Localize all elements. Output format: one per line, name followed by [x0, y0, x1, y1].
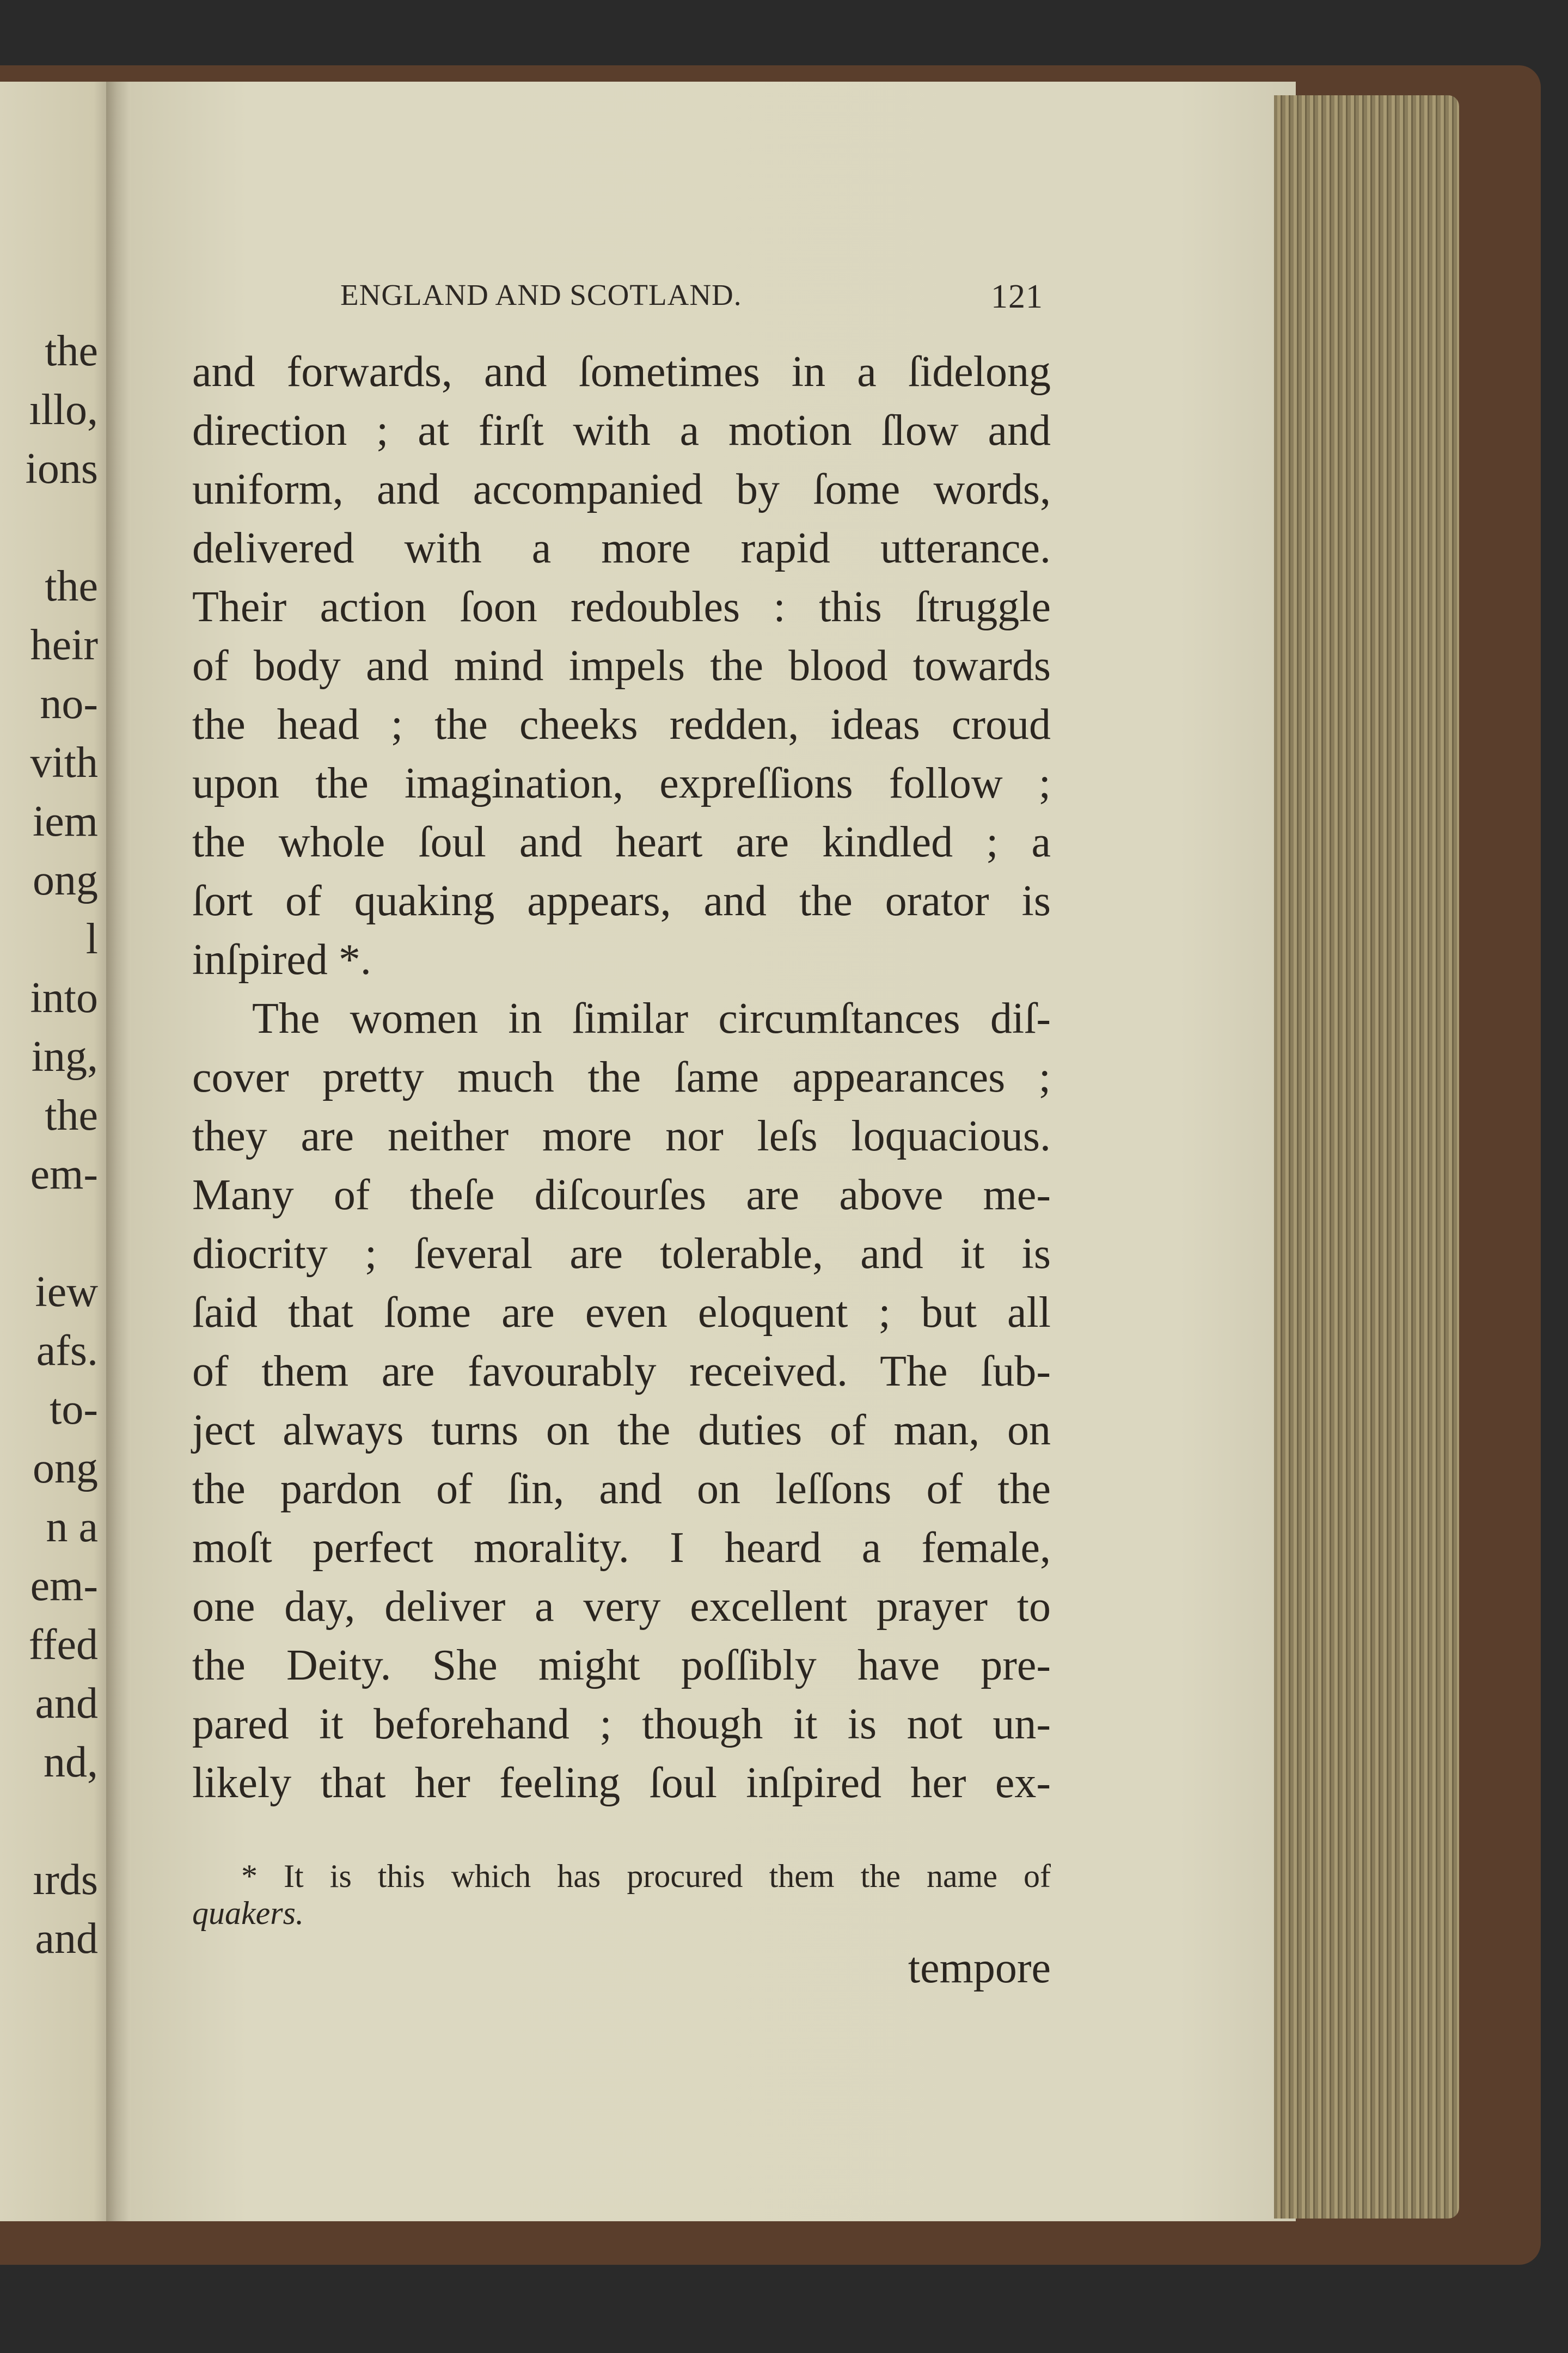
text-line: the head ; the cheeks redden, ideas croud: [192, 701, 1051, 749]
text-line: of them are favourably received. The ſub-: [192, 1347, 1051, 1395]
left-page-fragment: and: [35, 1915, 98, 1963]
text-line: the pardon of ſin, and on leſſons of the: [192, 1465, 1051, 1513]
left-page-fragment: ong: [33, 1444, 98, 1492]
left-page-fragment: em-: [30, 1562, 98, 1610]
text-line: Their action ſoon redoubles : this ſtruggle: [192, 583, 1051, 631]
running-head: ENGLAND AND SCOTLAND.: [340, 278, 742, 311]
left-page-fragment: ırds: [33, 1856, 98, 1904]
left-page-fragment: em-: [30, 1150, 98, 1198]
text-line: likely that her feeling ſoul inſpired her ex-: [192, 1759, 1051, 1807]
left-page-fragment: ıllo,: [29, 386, 98, 434]
text-line: cover pretty much the ſame appearances ;: [192, 1053, 1051, 1101]
text-line: moſt perfect morality. I heard a female,: [192, 1524, 1051, 1572]
text-line: delivered with a more rapid utterance.: [192, 524, 1051, 572]
left-page-fragment: the: [45, 327, 98, 375]
page-number: 121: [991, 278, 1043, 315]
text-line: one day, deliver a very excellent prayer to: [192, 1583, 1051, 1631]
left-page-fragment: ing,: [31, 1033, 98, 1081]
left-page-fragment: to-: [50, 1386, 98, 1433]
text-line: direction ; at firſt with a motion ſlow and: [192, 407, 1051, 455]
text-line: the whole ſoul and heart are kindled ; a: [192, 818, 1051, 866]
text-line: pared it beforehand ; though it is not un-: [192, 1700, 1051, 1748]
left-page-fragment: ffed: [28, 1621, 98, 1669]
text-line: Many of theſe diſcourſes are above me-: [192, 1171, 1051, 1219]
text-line: uniform, and accompanied by ſome words,: [192, 465, 1051, 513]
left-page-fragment: ong: [33, 856, 98, 904]
left-page-fragment: and: [35, 1680, 98, 1727]
left-page-fragment: afs.: [36, 1327, 98, 1375]
catchword: tempore: [908, 1944, 1051, 1992]
text-line: they are neither more nor leſs loquacious.: [192, 1112, 1051, 1160]
footnote-line: * It is this which has procured them the name of: [241, 1858, 1051, 1894]
text-line: ject always turns on the duties of man, on: [192, 1406, 1051, 1454]
text-line: diocrity ; ſeveral are tolerable, and it is: [192, 1230, 1051, 1278]
left-page-fragment: the: [45, 562, 98, 610]
left-page-fragment: no-: [40, 680, 98, 728]
left-page-fragment: n a: [46, 1503, 98, 1551]
left-page-fragment: the: [45, 1092, 98, 1139]
text-line: ſort of quaking appears, and the orator is: [192, 877, 1051, 925]
left-page-fragment: into: [30, 974, 98, 1022]
left-page-fragment: iew: [35, 1268, 98, 1316]
text-line: inſpired *.: [192, 936, 371, 984]
text-line: of body and mind impels the blood towards: [192, 642, 1051, 690]
left-page-fragment: vith: [30, 739, 98, 787]
left-page-fragment: ions: [25, 445, 98, 493]
left-page-fragment: l: [85, 915, 98, 963]
left-page-fragment: nd,: [44, 1738, 98, 1786]
left-page-fragment: heir: [30, 621, 98, 669]
text-line: and forwards, and ſometimes in a ſidelong: [192, 348, 1051, 396]
gutter: [106, 82, 133, 2221]
text-line: the Deity. She might poſſibly have pre-: [192, 1641, 1051, 1689]
text-line: ſaid that ſome are even eloquent ; but all: [192, 1289, 1051, 1337]
page-fore-edge: [1274, 95, 1459, 2219]
text-line: The women in ſimilar circumſtances diſ-: [252, 995, 1051, 1043]
text-line: upon the imagination, expreſſions follow ;: [192, 759, 1051, 807]
left-page-fragment: iem: [33, 798, 98, 845]
footnote-line: quakers.: [192, 1895, 304, 1931]
